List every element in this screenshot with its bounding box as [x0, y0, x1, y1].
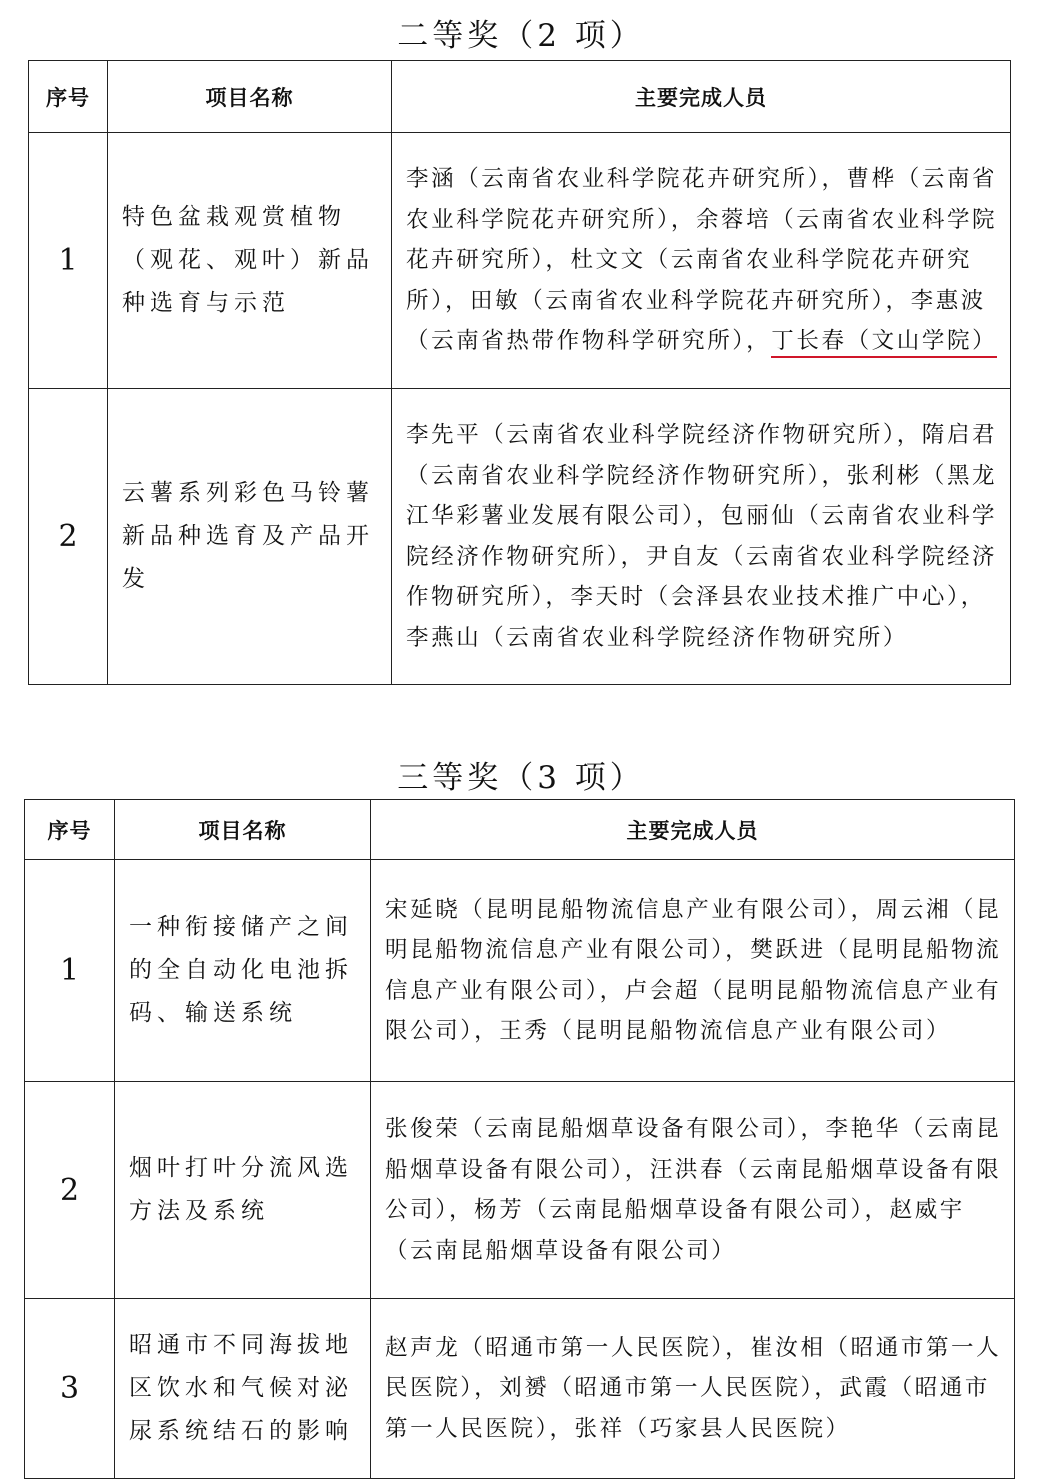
header-people: 主要完成人员 [392, 61, 1011, 133]
project-name: 一种衔接储产之间的全自动化电池拆码、输送系统 [115, 860, 371, 1082]
table-header-row [25, 800, 1015, 860]
second-prize-table [28, 60, 1011, 685]
main-contributors: 宋延晓（昆明昆船物流信息产业有限公司），周云湘（昆明昆船物流信息产业有限公司），樊跃进（昆明昆船物流信息产业有限公司），卢会超（昆明昆船物流信息产业有限公司），王秀（昆明昆船物流信息产业有限公司） [371, 860, 1015, 1082]
table-row [29, 133, 1011, 389]
header-project: 项目名称 [108, 61, 392, 133]
header-index: 序号 [29, 61, 108, 133]
project-name: 云薯系列彩色马铃薯新品种选育及产品开发 [108, 389, 392, 685]
row-index: 1 [25, 860, 115, 1082]
row-index: 3 [25, 1299, 115, 1479]
row-index: 2 [25, 1082, 115, 1299]
header-project: 项目名称 [115, 800, 371, 860]
row-index: 1 [29, 133, 108, 389]
main-contributors: 李先平（云南省农业科学院经济作物研究所），隋启君（云南省农业科学院经济作物研究所），张利彬（黑龙江华彩薯业发展有限公司），包丽仙（云南省农业科学院经济作物研究所），尹自友（云南省农业科学院经济作物研究所），李天时（会泽县农业技术推广中心），李燕山（云南省农业科学院经济作物研究所） [392, 389, 1011, 685]
main-contributors [392, 133, 1011, 389]
table-row [29, 389, 1011, 685]
highlighted-contributor: 丁长春（文山学院） [771, 328, 997, 358]
project-name: 昭通市不同海拔地区饮水和气候对泌尿系统结石的影响 [115, 1299, 371, 1479]
header-people: 主要完成人员 [371, 800, 1015, 860]
table-row [25, 860, 1015, 1082]
third-prize-table [24, 799, 1015, 1479]
third-prize-title: 三等奖（3 项） [397, 760, 645, 796]
second-prize-title: 二等奖（2 项） [397, 18, 645, 54]
header-index: 序号 [25, 800, 115, 860]
main-contributors: 张俊荣（云南昆船烟草设备有限公司），李艳华（云南昆船烟草设备有限公司），汪洪春（云南昆船烟草设备有限公司），杨芳（云南昆船烟草设备有限公司），赵威宇（云南昆船烟草设备有限公司） [371, 1082, 1015, 1299]
table-row [25, 1299, 1015, 1479]
contributors-text: 李涵（云南省农业科学院花卉研究所），曹桦（云南省农业科学院花卉研究所），余蓉培（云南省农业科学院花卉研究所），杜文文（云南省农业科学院花卉研究所），田敏（云南省农业科学院花卉研究所），李惠波（云南省热带作物科学研究所）， [406, 166, 998, 355]
row-index: 2 [29, 389, 108, 685]
table-header-row [29, 61, 1011, 133]
main-contributors: 赵声龙（昭通市第一人民医院），崔汝相（昭通市第一人民医院），刘赟（昭通市第一人民医院），武霞（昭通市第一人民医院），张祥（巧家县人民医院） [371, 1299, 1015, 1479]
table-row [25, 1082, 1015, 1299]
project-name: 特色盆栽观赏植物（观花、观叶）新品种选育与示范 [108, 133, 392, 389]
project-name: 烟叶打叶分流风选方法及系统 [115, 1082, 371, 1299]
